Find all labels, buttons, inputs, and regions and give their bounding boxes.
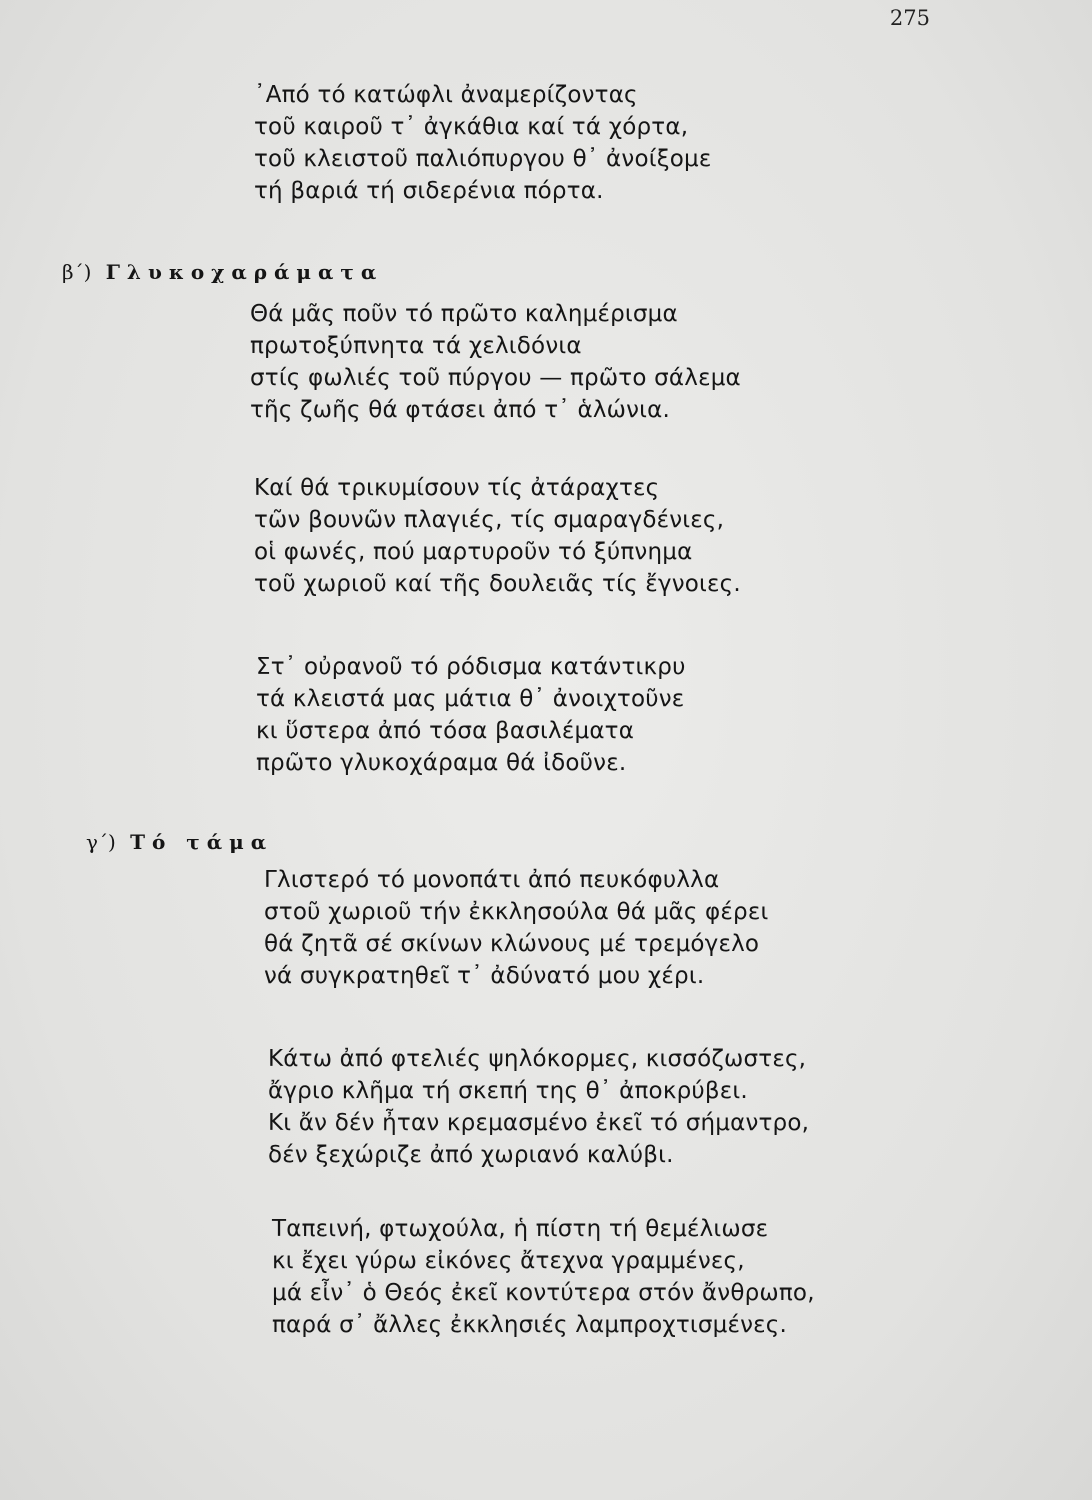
verse-line: στίς φωλιές τοῦ πύργου — πρῶτο σάλεμα xyxy=(250,365,741,391)
verse-line: ἄγριο κλῆμα τή σκεπή της θ᾿ ἀποκρύβει. xyxy=(268,1078,748,1104)
verse-line: Κι ἄν δέν ἦταν κρεμασμένο ἐκεῖ τό σήμαντρο, xyxy=(268,1110,810,1136)
verse-line: πρωτοξύπνητα τά χελιδόνια xyxy=(250,333,582,359)
verse-line: Γλιστερό τό μονοπάτι ἀπό πευκόφυλλα xyxy=(264,867,720,893)
verse-line: οἱ φωνές, πού μαρτυροῦν τό ξύπνημα xyxy=(254,539,693,565)
opening-stanza xyxy=(254,79,711,207)
verse-line: Στ᾿ οὐρανοῦ τό ρόδισμα κατάντικρυ xyxy=(256,654,686,680)
verse-line: τοῦ κλειστοῦ παλιόπυργου θ᾿ ἀνοίξομε xyxy=(254,146,712,172)
verse-line: θά ζητᾶ σέ σκίνων κλώνους μέ τρεμόγελο xyxy=(264,931,760,957)
stanza xyxy=(268,1043,809,1171)
verse-line: στοῦ χωριοῦ τήν ἐκκλησούλα θά μᾶς φέρει xyxy=(264,899,769,925)
verse-line: Καί θά τρικυμίσουν τίς ἀτάραχτες xyxy=(254,475,660,501)
section-title: Τό τάμα xyxy=(130,830,274,854)
verse-line: κι ἔχει γύρω εἰκόνες ἄτεχνα γραμμένες, xyxy=(272,1248,745,1274)
verse-line: τή βαριά τή σιδερένια πόρτα. xyxy=(254,178,604,204)
section-heading-to-tama xyxy=(86,830,273,854)
verse-line: τῶν βουνῶν πλαγιές, τίς σμαραγδένιες, xyxy=(254,507,725,533)
verse-line: τοῦ χωριοῦ καί τῆς δουλειᾶς τίς ἔγνοιες. xyxy=(254,571,741,597)
stanza xyxy=(256,651,686,779)
stanza xyxy=(264,864,768,992)
verse-line: νά συγκρατηθεῖ τ᾿ ἀδύνατό μου χέρι. xyxy=(264,963,705,989)
verse-line: τῆς ζωῆς θά φτάσει ἀπό τ᾿ ἁλώνια. xyxy=(250,397,671,423)
stanza xyxy=(250,298,741,426)
section-number: β΄) xyxy=(62,260,92,284)
section-number: γ΄) xyxy=(86,830,116,854)
verse-line: δέν ξεχώριζε ἀπό χωριανό καλύβι. xyxy=(268,1142,674,1168)
verse-line: Θά μᾶς ποῦν τό πρῶτο καλημέρισμα xyxy=(250,301,678,327)
verse-line: ᾿Από τό κατώφλι ἀναμερίζοντας xyxy=(254,82,638,108)
verse-line: τοῦ καιροῦ τ᾿ ἀγκάθια καί τά χόρτα, xyxy=(254,114,689,140)
page-number: 275 xyxy=(889,6,930,30)
stanza xyxy=(254,472,741,600)
section-title: Γλυκοχαράματα xyxy=(105,260,384,284)
verse-line: Ταπεινή, φτωχούλα, ἡ πίστη τή θεμέλιωσε xyxy=(272,1216,769,1242)
verse-line: Κάτω ἀπό φτελιές ψηλόκορμες, κισσόζωστες, xyxy=(268,1046,807,1072)
stanza xyxy=(272,1213,815,1341)
verse-line: κι ὕστερα ἀπό τόσα βασιλέματα xyxy=(256,718,635,744)
verse-line: πρῶτο γλυκοχάραμα θά ἰδοῦνε. xyxy=(256,750,627,776)
verse-line: παρά σ᾿ ἄλλες ἐκκλησιές λαμπροχτισμένες. xyxy=(272,1312,787,1338)
verse-line: μά εἶν᾿ ὁ Θεός ἐκεῖ κοντύτερα στόν ἄνθρωπο, xyxy=(272,1280,815,1306)
verse-line: τά κλειστά μας μάτια θ᾿ ἀνοιχτοῦνε xyxy=(256,686,685,712)
section-heading-glykocharamata xyxy=(62,260,383,284)
